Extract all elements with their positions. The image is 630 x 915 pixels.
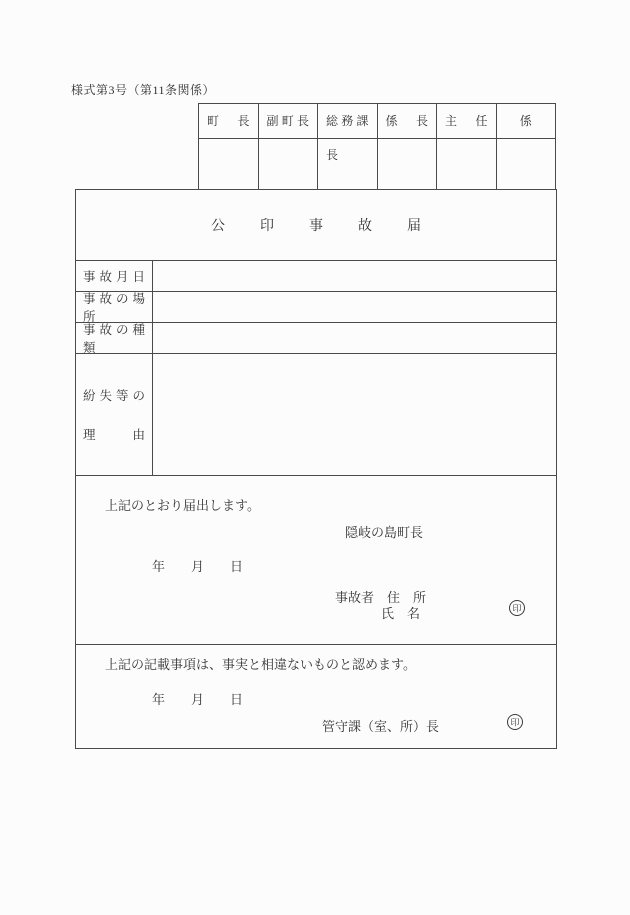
- seal-icon: 印: [507, 714, 523, 730]
- approval-column-clerk: 係: [519, 114, 532, 128]
- approval-stamp-cell-mayor: [199, 139, 259, 189]
- approval-stamp-cell-general-affairs-chief: [318, 139, 378, 189]
- approval-stamp-cell-chief-clerk: [437, 139, 497, 189]
- accident-type-field: [153, 323, 556, 353]
- approval-stamp-table: [198, 103, 556, 190]
- reporter-address-line: 事故者 住 所: [335, 590, 427, 605]
- row-loss-reason: [76, 354, 556, 476]
- declaration-section: [76, 476, 556, 645]
- approval-column-deputy-mayor: 副 町 長: [259, 104, 319, 138]
- row-accident-type: [76, 323, 556, 354]
- loss-reason-field: [153, 354, 556, 475]
- approval-stamp-cell-deputy-mayor: [259, 139, 319, 189]
- approval-column-subsection-chief: 係長: [378, 104, 438, 138]
- accident-date-label: 事故月日: [76, 261, 153, 291]
- declaration-statement: 上記のとおり届出します。: [105, 498, 260, 513]
- form-title: 公印事故届: [211, 219, 456, 234]
- title-row: [76, 190, 556, 261]
- accident-report-table: [75, 189, 557, 749]
- approval-column-general-affairs-chief: 総務課長: [318, 104, 378, 138]
- certification-signer: 管守課（室、所）長: [322, 719, 440, 734]
- approval-header-row: [199, 104, 555, 162]
- seal-icon: 印: [509, 600, 525, 616]
- certification-section: [76, 645, 556, 748]
- accident-type-label: 事故の種類: [76, 323, 153, 353]
- approval-stamp-cell-subsection-chief: [378, 139, 438, 189]
- certification-date-line: 年 月 日: [152, 692, 244, 707]
- accident-place-label: 事故の場所: [76, 292, 153, 322]
- declaration-date-line: 年 月 日: [152, 559, 244, 574]
- approval-column-mayor: 町長: [199, 104, 259, 138]
- approval-stamp-row: [199, 139, 555, 189]
- approval-stamp-cell-clerk: [497, 139, 556, 189]
- row-accident-date: [76, 261, 556, 292]
- certification-statement: 上記の記載事項は、事実と相違ないものと認めます。: [105, 657, 416, 672]
- accident-date-field: [153, 261, 556, 291]
- reporter-name-line: 氏 名: [381, 606, 421, 621]
- loss-reason-label: 紛失等の 理由: [76, 354, 153, 475]
- declaration-addressee: 隠岐の島町長: [345, 525, 424, 540]
- approval-column-chief-clerk: 主任: [437, 104, 497, 138]
- form-code: 様式第3号（第11条関係）: [71, 83, 216, 97]
- row-accident-place: [76, 292, 556, 323]
- accident-place-field: [153, 292, 556, 322]
